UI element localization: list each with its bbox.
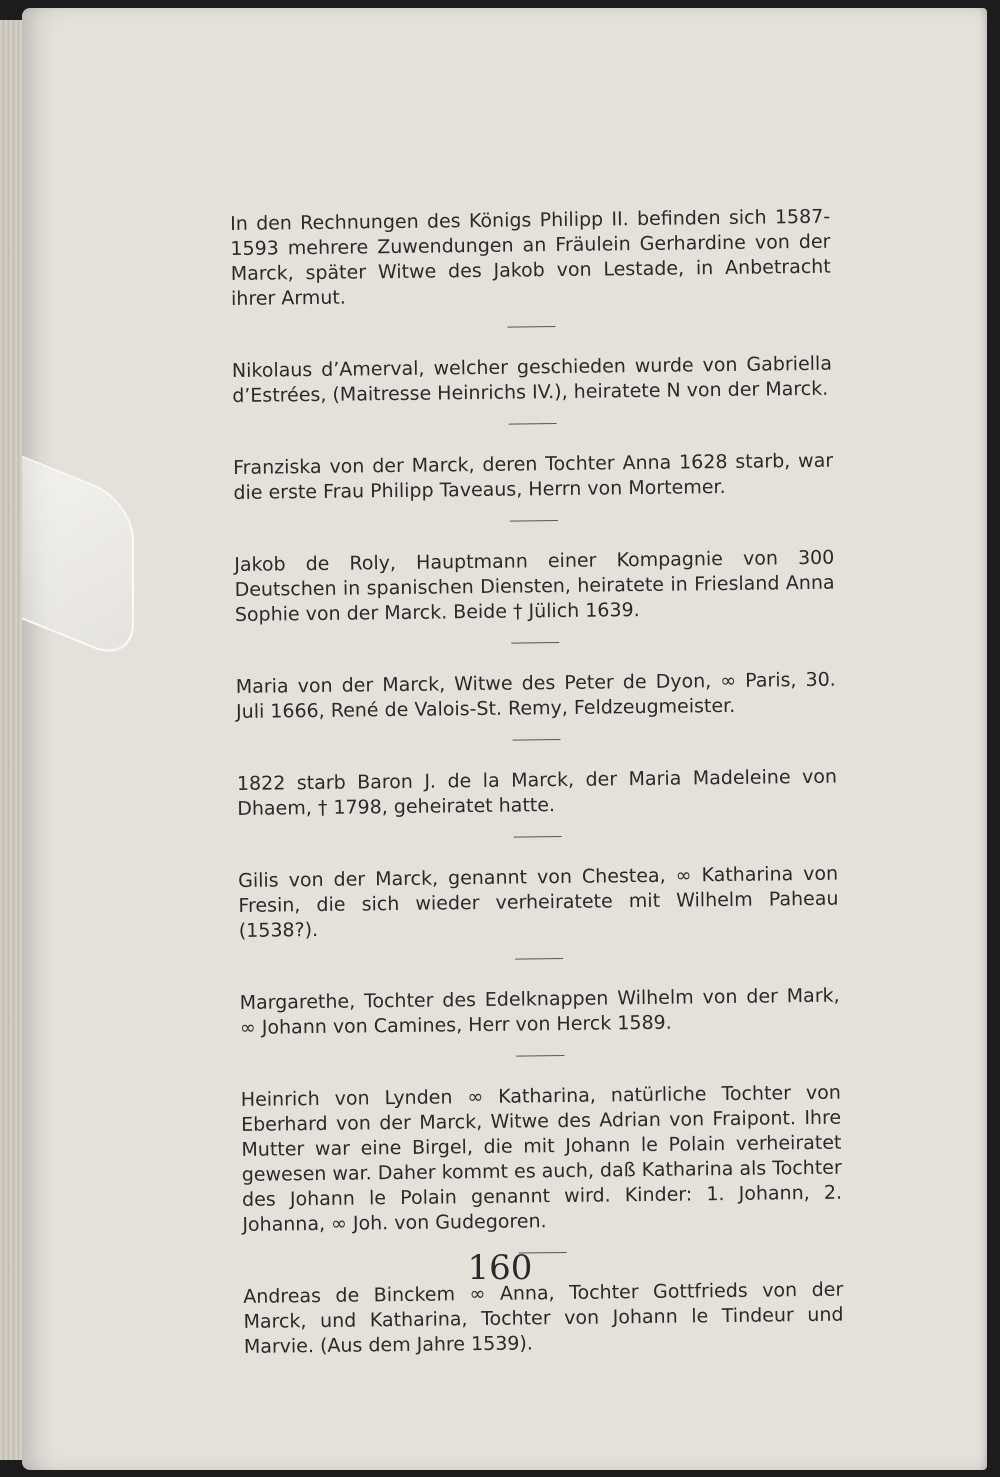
entry-6: 1822 starb Baron J. de la Marck, der Maria Madeleine von Dhaem, † 1798, geheiratet hatte. [236,765,838,820]
entry-8: Margarethe, Tochter des Edelknappen Wilhelm von der Mark, ∞ Johann von Camines, Herr von Herck 1589. [239,984,840,1039]
separator-rule [515,958,563,960]
separator-rule [512,739,560,741]
entry-2: Nikolaus d’Amerval, welcher geschieden wurde von Gabriella d’Estrées, (Maitresse Heinrichs IV.), heiratete N von der Marck. [231,352,833,407]
plastic-page-clip [22,455,134,664]
separator-rule [516,1055,564,1057]
entry-7: Gilis von der Marck, genannt von Chestea, ∞ Katharina von Fresin, die sich wieder verheiratete mit Wilhelm Paheau (1538?). [238,862,839,942]
entry-3: Franziska von der Marck, deren Tochter Anna 1628 starb, war die erste Frau Philipp Taveaus, Herrn von Mortemer. [232,449,834,504]
entry-10: Andreas de Binckem ∞ Anna, Tochter Gottfrieds von der Marck, und Katharina, Tochter von Johann le Tindeur und Marvie. (Aus dem Jahre 1539). [243,1278,844,1358]
separator-rule [511,642,559,644]
entry-4: Jakob de Roly, Hauptmann einer Kompagnie von 300 Deutschen in spanischen Diensten, heiratete in Friesland Anna Sophie von der Marck. Beide † Jülich 1639. [234,546,835,626]
separator-rule [509,423,557,425]
entry-5: Maria von der Marck, Witwe des Peter de Dyon, ∞ Paris, 30. Juli 1666, René de Valois-St. Remy, Feldzeugmeister. [235,668,836,723]
page-text [230,205,844,1360]
separator-rule [507,326,555,328]
entry-1: In den Rechnungen des Königs Philipp II. befinden sich 1587-1593 mehrere Zuwendungen an Fräulein Gerhardine von der Marck, später Witwe des Jakob von Lestade, in Anbetracht ihrer Armut. [230,205,831,310]
page-number: 160 [467,1248,533,1288]
separator-rule [514,836,562,838]
separator-rule [510,520,558,522]
entry-9: Heinrich von Lynden ∞ Katharina, natürliche Tochter von Eberhard von der Marck, Witwe des Adrian von Fraipont. Ihre Mutter war eine Birgel, die mit Johann le Polain verheiratet gewesen war. Daher kommt es auch, daß Katharina als Tochter des Johann le Polain genannt wird. Kinder: 1. Johann, 2. Johanna, ∞ Joh. von Gudegoren. [240,1081,843,1236]
